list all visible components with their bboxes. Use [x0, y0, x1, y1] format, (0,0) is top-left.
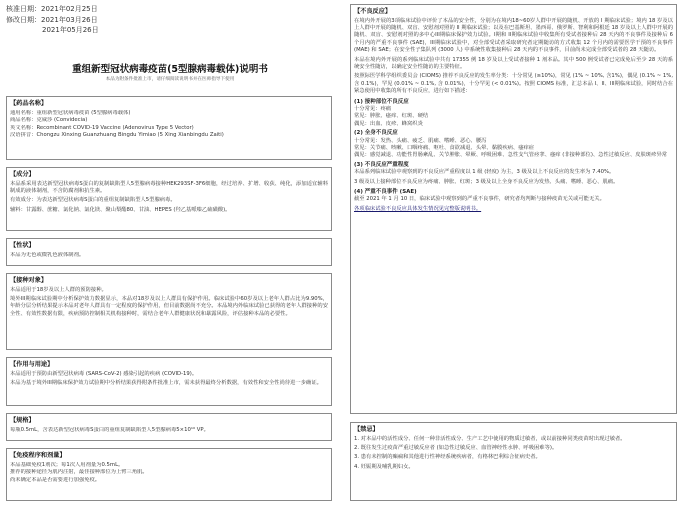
target-section: [6, 273, 332, 350]
generic-name: 通用名称：重组新型冠状病毒疫苗 (5型腺病毒载体): [10, 109, 131, 116]
document-title: 重组新型冠状病毒疫苗(5型腺病毒载体)说明书: [72, 64, 268, 75]
subheading-systemic: (2) 全身不良反应: [354, 130, 398, 137]
composition-section: [6, 167, 332, 231]
appearance-section: [6, 238, 332, 266]
sae-text: 截至 2021 年 1 月 10 日，临床试验中观察到的严重不良事件，研究者均判断与接种疫苗无关或可能无关。: [354, 196, 605, 203]
contraindication-item: 2. 既往发生过疫苗严重过敏反应者 (如急性过敏反应、血管神经性水肿、呼吸困难等)。: [354, 444, 558, 451]
full-label-link[interactable]: 各项临床试验不良反应具体发生情况见完整版说明书。: [354, 205, 482, 212]
systemic-reaction: 常见：关节痛、咳嗽、口咽疼痛、呕吐、食欲减退、头晕、黏膜疾病、瘙痒症: [354, 145, 535, 151]
date-block: [6, 4, 156, 36]
local-reaction: 常见：肿胀、瘙痒、红斑、硬结: [354, 113, 429, 120]
usage-text-1: 本品适用于预防由新型冠状病毒 (SARS-CoV-2) 感染引起的疾病 (COVID-19)。: [10, 370, 198, 377]
dosage-line: 本品基础免疫1剂次；每1次人用剂量为0.5mL。: [10, 461, 124, 468]
approval-date: 核准日期：2021年02月25日: [6, 5, 98, 13]
composition-text: 本品系采用表达新型冠状病毒S蛋白的复制缺陷型人5型腺病毒接种HEK293SF-3F6细胞，经过培养、扩增、收获、纯化，添加适宜辅料制成的液体制剂，不含防腐剂和抗生素。: [10, 180, 328, 194]
contraindication-item: 4. 妊娠期及哺乳期妇女。: [354, 463, 414, 470]
appearance-text: 本品为无色或微乳色液体制剂。: [10, 251, 85, 258]
section-heading: 【成分】: [10, 171, 35, 178]
pinyin-name: 汉语拼音：Chongzu Xinxing Guanzhuang Bingdu Yimiao (5 Xing Xianbingdu Zaiti): [10, 132, 224, 139]
section-heading: 【性状】: [10, 242, 35, 249]
excipients: 辅料：甘露醇、蔗糖、氯化钠、氯化镁、聚山梨酯80、甘油、HEPES (羟乙基哌嗪乙硫磺酸)。: [10, 206, 231, 213]
section-heading: 【禁忌】: [354, 426, 379, 433]
section-heading: 【不良反应】: [354, 8, 392, 15]
spec-section: [6, 413, 332, 441]
spec-text: 每瓶0.5mL，含表达新型冠状病毒S蛋白的重组复制缺陷型人5型腺病毒5×10¹⁰ VP。: [10, 426, 209, 433]
target-text-2: 境外III期临床试验期中分析保护效力数据显示，本品对18岁及以上人群具有保护作用。临床试验中60岁及以上老年人群占比为9.90%，年龄分层分析结果提示本品对老年人群具有一定程度的保护作用，但目前数据尚不充分。本品境内外临床试验已获得的老年人群接种的安全性、有效性数据有限，疾病预防控制相关机构接种时，需结合老年人群健康状况和暴露风险，评估接种本品的必要性。: [10, 295, 328, 317]
usage-text-2: 本品为基于境外III期临床保护效力试验期中分析结果获得附条件批准上市，需未获得最终分析数据，有效性和安全性尚待进一步确证。: [10, 379, 322, 386]
subheading-sae: (4) 严重不良事件 (SAE): [354, 189, 417, 196]
adverse-cioms: 按照际医学科学组织委员会 (CIOMS) 推荐不良反应的发生率分类：十分常见 (≥10%)，常见 (1% ~ 10%, 含1%)，偶见 (0.1% ~ 1%, 含 0.1%)，罕见 (0.01% ~ 0.1%, 含 0.01%)，十分罕见 (< 0.01%)。按照 CIOMS 标准，汇总本品 I、II、III期临床试验，同时结合在紧急使用中收集的所有不良反应，进行如下描述：: [354, 73, 673, 95]
contraindications-section: [350, 422, 677, 501]
brand-name: 商品名称：克威莎 (Convidecia): [10, 117, 88, 124]
systemic-reaction: 十分常见：发热、头痛、疲乏、肌痛、嗜睡、恶心、腰泻: [354, 137, 487, 144]
adverse-exposure: 本品在境内外开展的系列临床试验中共有 17355 例 18 岁及以上受试者接种 1 剂本品。其中 500 例受试者已完成免后至少 28 天的系统安全性随访，以确定安全性随访的主要特征。: [354, 56, 673, 70]
adverse-intro: 在境内外开展的3项临床试验中评价了本品的安全性，分别为在境内18~60岁人群中开展的随机、开放的 I 期临床试验；境内 18 岁及以上人群中开展的随机、双盲、安慰剂对照的 II 期临床试验；以及在巴基斯坦、墨西哥、俄罗斯、智利和阿根廷 18 岁及以上人群中开展的随机、双盲、安慰剂对照的多中心III期临床保护效力试验。I期和 II期临床试验中收集所有受试者接种后 28 天内的不良事件及接种后 6 个月内的严重不良事件 (SAE)，III期临床试验中，对全部受试者采取研究者定期随访的方式收集 12 个月内的需要医学干预的不良事件 (MAE) 和 SAE；在安全性子集队列 (3000 人) 中系统性收集接种后 28 天内的不良事件，目前尚未完成全部受试者的 28 天随访。: [354, 17, 673, 54]
modified-date-2: 2021年05月26日: [42, 26, 99, 34]
section-heading: 【作用与用途】: [10, 361, 54, 368]
dosage-section: [6, 448, 332, 501]
local-reaction: 十分常见：疼痛: [354, 105, 392, 112]
severity-text-1: 本品系列临床试验中观察到的不良反应严重程度以 1 级 (轻度) 为主，3 级及以上不良反应的发生率为 7.40%。: [354, 169, 615, 176]
modified-date: 修改日期：2021年03月26日: [6, 15, 98, 24]
severity-text-2: 3 级及以上接种部位不良反应为疼痛、肿胀、红斑；3 级及以上全身不良反应为发热、头痛、嗜睡、恶心、肌痛。: [354, 178, 619, 185]
subheading-local: (1) 接种部位不良反应: [354, 98, 409, 105]
subheading-severity: (3) 不良反应严重程度: [354, 161, 409, 168]
drug-name-section: [6, 96, 332, 160]
document-subtitle: 本品为附条件批准上市，请仔细阅读说明书并在医师指导下使用: [105, 77, 235, 82]
local-reaction: 偶见：出血、皮疹、蜂窝织炎: [354, 120, 423, 127]
active-ingredient: 有效成分：为表达新型冠状病毒S蛋白的重组复制缺陷型人5型腺病毒。: [10, 197, 176, 204]
section-heading: 【接种对象】: [10, 277, 48, 284]
adverse-reactions-section: [350, 4, 677, 414]
dosage-line: 尚未确定本品是否需要进行加强免疫。: [10, 476, 101, 483]
section-heading: 【规格】: [10, 417, 35, 424]
dosage-line: 推荐的接种途径为肌内注射，最佳接种部位为上臂三角肌。: [10, 469, 148, 476]
usage-section: [6, 357, 332, 406]
contraindication-item: 3. 患有未控制的癫痫和其他进行性神经系统疾病者，有格林巴利综合征病史者。: [354, 454, 541, 461]
target-text-1: 本品适用于18岁及以上人群的预防接种。: [10, 286, 107, 293]
systemic-reaction: 偶见：感觉减退、功能性胃肠紊乱、关节肿胀、晕厥、呼吸困难、急性支气管痉挛、瘙痒 (非接种部位)、急性过敏反应、皮肤斑疹异常: [354, 152, 668, 159]
section-heading: 【药品名称】: [10, 100, 48, 107]
english-name: 英文名称：Recombinant COVID-19 Vaccine (Adenovirus Type 5 Vector): [10, 124, 194, 131]
section-heading: 【免疫程序和剂量】: [10, 452, 66, 459]
contraindication-item: 1. 对本品中的活性成分、任何一种非活性成分、生产工艺中使用的物质过敏者，或以前接种同类疫苗时出现过敏者。: [354, 435, 626, 442]
